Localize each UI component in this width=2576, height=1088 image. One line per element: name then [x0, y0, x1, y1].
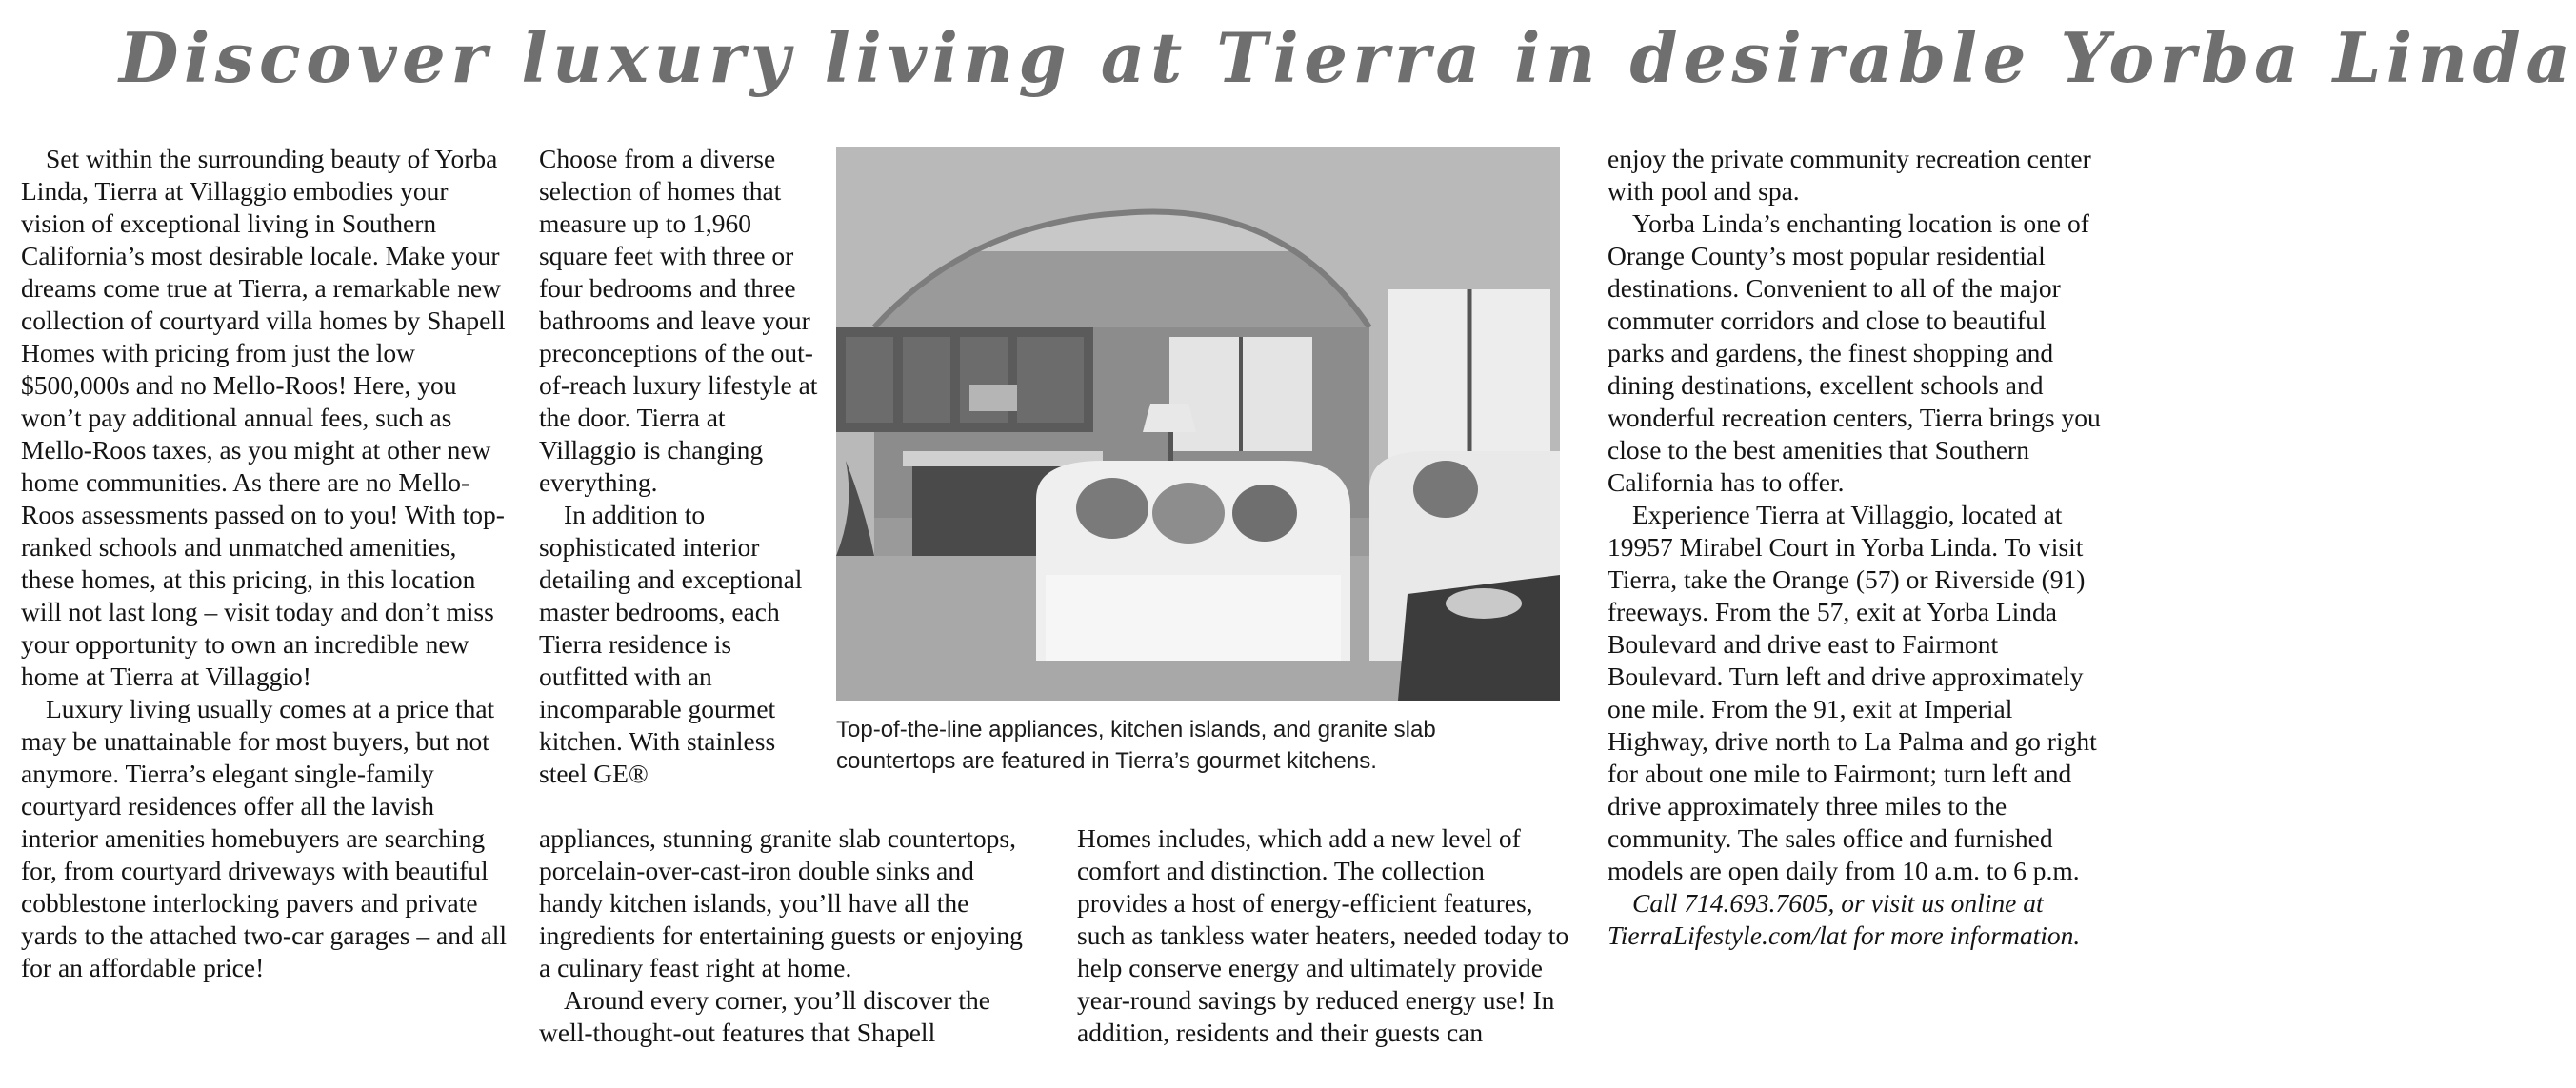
kitchen-living-room-photo	[836, 147, 1560, 701]
paragraph: Choose from a diverse selection of homes that measure up to 1,960 square feet with three or four bedrooms and three bathrooms and leave your preconceptions of the out-of-reach luxury lifestyle at the door. Tierra at Villaggio is changing everything.	[539, 144, 818, 497]
contact-info: Call 714.693.7605, or visit us online at TierraLifestyle.com/lat for more information.	[1608, 888, 2081, 950]
paragraph: Set within the surrounding beauty of Yorba Linda, Tierra at Villaggio embodies your vision of exceptional living in Southern California’s most desirable locale. Make your dreams come true at Tierra, a remarkable new collection of courtyard villa homes by Shapell Homes with pricing from just the low $500,000s and no Mello-Roos! Here, you won’t pay additional annual fees, such as Mello-Roos taxes, as you might at other new home communities. As there are no Mello-Roos assessments passed on to you! With top-ranked schools and unmatched amenities, these homes, at this pricing, in this location will not last long – visit today and don’t miss your opportunity to own an incredible new home at Tierra at Villaggio!	[21, 144, 506, 691]
paragraph: enjoy the private community recreation center with pool and spa.	[1608, 144, 2091, 206]
paragraph: Experience Tierra at Villaggio, located at 19957 Mirabel Court in Yorba Linda. To visit Tierra, take the Orange (57) or Riverside (91) freeways. From the 57, exit at Yorba Linda Boulevard and drive east to Fairmont Boulevard. Turn left and drive approximately one mile. From the 91, exit at Imperial Highway, drive north to La Palma and go right for about one mile to Fairmont; turn left and drive approximately three miles to the community. The sales office and furnished models are open daily from 10 a.m. to 6 p.m.	[1608, 500, 2097, 885]
paragraph: Yorba Linda’s enchanting location is one of Orange County’s most popular residential destinations. Convenient to all of the major commuter corridors and close to beautiful parks and gardens, the finest shopping and dining destinations, excellent schools and wonderful recreation centers, Tierra brings you close to the best amenities that Southern California has to offer.	[1608, 208, 2101, 497]
article-column-2-bottom	[539, 822, 1034, 1049]
article-column-3-bottom	[1077, 822, 1572, 1049]
article-column-4	[1608, 143, 2103, 952]
paragraph: appliances, stunning granite slab countertops, porcelain-over-cast-iron double sinks and handy kitchen islands, you’ll have all the ingredients for entertaining guests or enjoying a culinary feast right at home.	[539, 823, 1023, 982]
paragraph: In addition to sophisticated interior detailing and exceptional master bedrooms, each Tierra residence is outfitted with an incomparable gourmet kitchen. With stainless steel GE®	[539, 500, 803, 788]
article-column-1	[21, 143, 516, 984]
headline: Discover luxury living at Tierra in desirable Yorba Linda	[119, 17, 2576, 98]
paragraph: Homes includes, which add a new level of comfort and distinction. The collection provides a host of energy-efficient features, such as tankless water heaters, needed today to help conserve energy and ultimately provide year-round savings by reduced energy use! In addition, residents and their guests can	[1077, 823, 1569, 1047]
photo-caption: Top-of-the-line appliances, kitchen islands, and granite slab countertops are featured in Tierra’s gourmet kitchens.	[836, 717, 1436, 774]
paragraph: Around every corner, you’ll discover the well-thought-out features that Shapell	[539, 985, 990, 1047]
paragraph: Luxury living usually comes at a price that may be unattainable for most buyers, but not anymore. Tierra’s elegant single-family courtyard residences offer all the lavish interior amenities homebuyers are searching for, from courtyard driveways with beautiful cobblestone interlocking pavers and private yards to the attached two-car garages – and all for an affordable price!	[21, 694, 508, 982]
article-column-2-top	[539, 143, 825, 790]
